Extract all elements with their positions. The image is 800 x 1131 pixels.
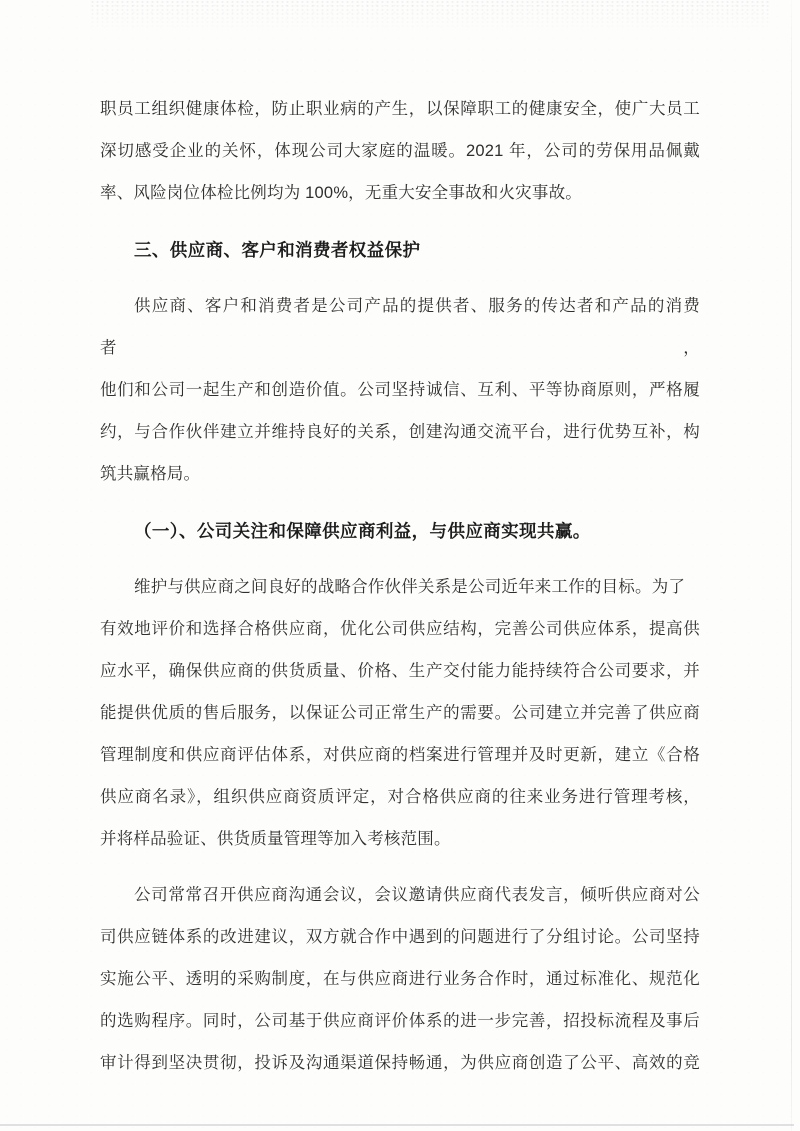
text-line: 实施公平、透明的采购制度，在与供应商进行业务合作时，通过标准化、规范化 xyxy=(100,970,700,988)
text-line: 有效地评价和选择合格供应商，优化公司供应结构，完善公司供应体系，提高供 xyxy=(100,620,700,638)
paragraph-supplier-communication xyxy=(100,874,700,1084)
text-line: 供应商、客户和消费者是公司产品的提供者、服务的传达者和产品的消费者， xyxy=(100,297,700,357)
text-line: 应水平，确保供应商的供货质量、价格、生产交付能力能持续符合公司要求，并 xyxy=(100,662,700,680)
text-line: 他们和公司一起生产和创造价值。公司坚持诚信、互利、平等协商原则，严格履 xyxy=(100,381,700,399)
text-line: 能提供优质的售后服务，以保证公司正常生产的需要。公司建立并完善了供应商 xyxy=(100,704,700,722)
section-heading-supplier-rights: 三、供应商、客户和消费者权益保护 xyxy=(134,240,421,260)
text-line: 管理制度和供应商评估体系，对供应商的档案进行管理并及时更新，建立《合格 xyxy=(100,746,700,764)
text-line: 审计得到坚决贯彻，投诉及沟通渠道保持畅通，为供应商创造了公平、高效的竞 xyxy=(100,1054,700,1072)
text-line: 筑共赢格局。 xyxy=(100,465,201,483)
page-edge-line-bottom xyxy=(0,1124,794,1126)
text-line: 维护与供应商之间良好的战略合作伙伴关系是公司近年来工作的目标。为了 xyxy=(134,578,686,596)
text-line: 的选购程序。同时，公司基于供应商评价体系的进一步完善，招投标流程及事后 xyxy=(100,1012,700,1030)
subsection-heading-supplier-winwin: （一）、公司关注和保障供应商利益，与供应商实现共赢。 xyxy=(134,521,591,541)
text-line: 约，与合作伙伴建立并维持良好的关系，创建沟通交流平台，进行优势互补，构 xyxy=(100,423,700,441)
text-line: 司供应链体系的改进建议，双方就合作中遇到的问题进行了分组讨论。公司坚持 xyxy=(100,928,700,946)
paragraph-suppliers-intro xyxy=(100,285,700,495)
text-line: 并将样品验证、供货质量管理等加入考核范围。 xyxy=(100,830,451,848)
paragraph-supplier-management xyxy=(100,566,700,860)
text-line: 职员工组织健康体检，防止职业病的产生，以保障职工的健康安全，使广大员工 xyxy=(100,100,700,118)
text-line: 公司常常召开供应商沟通会议，会议邀请供应商代表发言，倾听供应商对公 xyxy=(134,886,700,904)
paragraph-employee-health xyxy=(100,88,700,214)
text-line: 率、风险岗位体检比例均为 100%，无重大安全事故和火灾事故。 xyxy=(100,184,582,202)
text-line: 深切感受企业的关怀，体现公司大家庭的温暖。2021 年，公司的劳保用品佩戴 xyxy=(100,142,700,160)
text-line: 供应商名录》，组织供应商资质评定，对合格供应商的往来业务进行管理考核， xyxy=(100,788,700,806)
